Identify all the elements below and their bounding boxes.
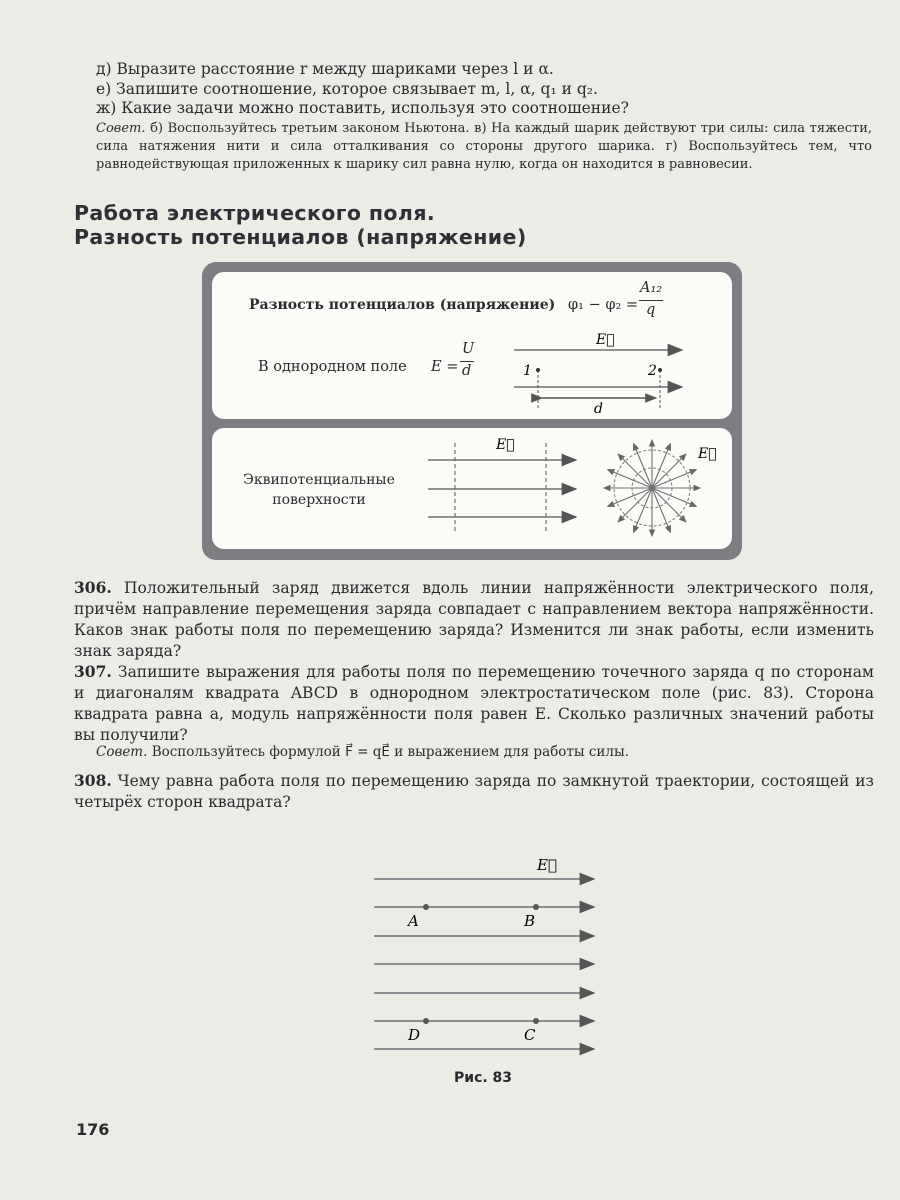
task-307 [74, 661, 874, 746]
radial-field-vector-label: E⃗ [698, 446, 717, 462]
task-306 [74, 577, 874, 662]
point-a-label: A [408, 912, 419, 930]
formula-panel-potential [212, 272, 732, 419]
figure-caption: Рис. 83 [454, 1070, 513, 1086]
task-306-text: Положительный заряд движется вдоль линии напряжённости электрического поля, причём направление перемещения заряда совпадает с направлением вектора напряжённости. Каков знак работы поля по перемещению заряда? Изменится ли знак работы, если изменить знак заряда? [74, 579, 874, 660]
tip-307 [96, 743, 629, 761]
potential-difference-numerator: A₁₂ [640, 280, 663, 296]
radial-field-line [618, 454, 652, 488]
task-307-number: 307. [74, 662, 112, 681]
section-title-line1: Работа электрического поля. [74, 201, 436, 225]
figure-83 [360, 850, 620, 1065]
potential-difference-formula-left: φ₁ − φ₂ = [568, 297, 639, 313]
figure-vector-label: E⃗ [537, 856, 557, 874]
distance-label: d [594, 401, 603, 417]
task-307-text: Запишите выражения для работы поля по перемещению точечного заряда q по сторонам и диагоналям квадрата ABCD в однородном электростатическом поле (рис. 83). Сторона квадрата равна a, модуль напряжённости поля равен E. Сколько различных значений работы вы получили? [74, 663, 874, 744]
point-1 [536, 368, 540, 372]
radial-field-line [652, 454, 686, 488]
tip-intro-text: б) Воспользуйтесь третьим законом Ньютона. в) На каждый шарик действуют три силы: сила тяжести, сила натяжения нити и сила отталкивания со стороны другого шарика. г) Воспользуйтесь тем, что равнодействующая приложенных к шарику сил равна нулю, когда он находится в равновесии. [96, 121, 872, 172]
equipotential-label-line2: поверхности [272, 492, 366, 508]
uniform-field-diagram [212, 272, 732, 419]
formula-box [202, 262, 742, 560]
section-title-line2: Разность потенциалов (напряжение) [74, 225, 527, 249]
tip-intro [96, 120, 872, 174]
field-vector-label: E⃗ [596, 332, 615, 348]
equipotential-diagram [212, 428, 732, 549]
intro-item-zh: ж) Какие задачи можно поставить, используя это соотношение? [96, 99, 629, 117]
page-number: 176 [76, 1120, 110, 1139]
point-c [533, 1018, 539, 1024]
tip-307-lead: Совет. [96, 744, 148, 760]
uniform-field-formula-left: E = [431, 359, 459, 375]
task-306-number: 306. [74, 578, 112, 597]
point-2-label: 2 [648, 363, 657, 379]
uniform-field-denominator: d [462, 363, 472, 379]
potential-difference-label: Разность потенциалов (напряжение) [249, 297, 556, 313]
intro-item-e: е) Запишите соотношение, которое связывает m, l, α, q₁ и q₂. [96, 80, 598, 98]
point-charge-field [604, 440, 700, 536]
point-2 [658, 368, 662, 372]
potential-difference-denominator: q [646, 302, 656, 318]
field-vector-label: E⃗ [496, 437, 515, 453]
uniform-field-numerator: U [462, 341, 475, 357]
point-a [423, 904, 429, 910]
task-308-text: Чему равна работа поля по перемещению заряда по замкнутой траектории, состоящей из четырёх сторон квадрата? [74, 772, 874, 811]
equipotential-label-line1: Эквипотенциальные [243, 472, 395, 488]
point-1-label: 1 [523, 363, 532, 379]
intro-item-d: д) Выразите расстояние r между шариками через l и α. [96, 60, 554, 78]
radial-field-line [652, 488, 686, 522]
point-d [423, 1018, 429, 1024]
tip-307-text: Воспользуйтесь формулой F⃗ = qE⃗ и выражением для работы силы. [147, 744, 630, 760]
task-308-number: 308. [74, 771, 112, 790]
point-d-label: D [408, 1026, 421, 1044]
point-b-label: B [524, 912, 536, 930]
uniform-field-label: В однородном поле [258, 359, 407, 375]
radial-field-line [618, 488, 652, 522]
point-b [533, 904, 539, 910]
equipotential-panel [212, 428, 732, 549]
point-c-label: C [524, 1026, 536, 1044]
tip-intro-lead: Совет. [96, 121, 146, 136]
task-308 [74, 770, 874, 813]
